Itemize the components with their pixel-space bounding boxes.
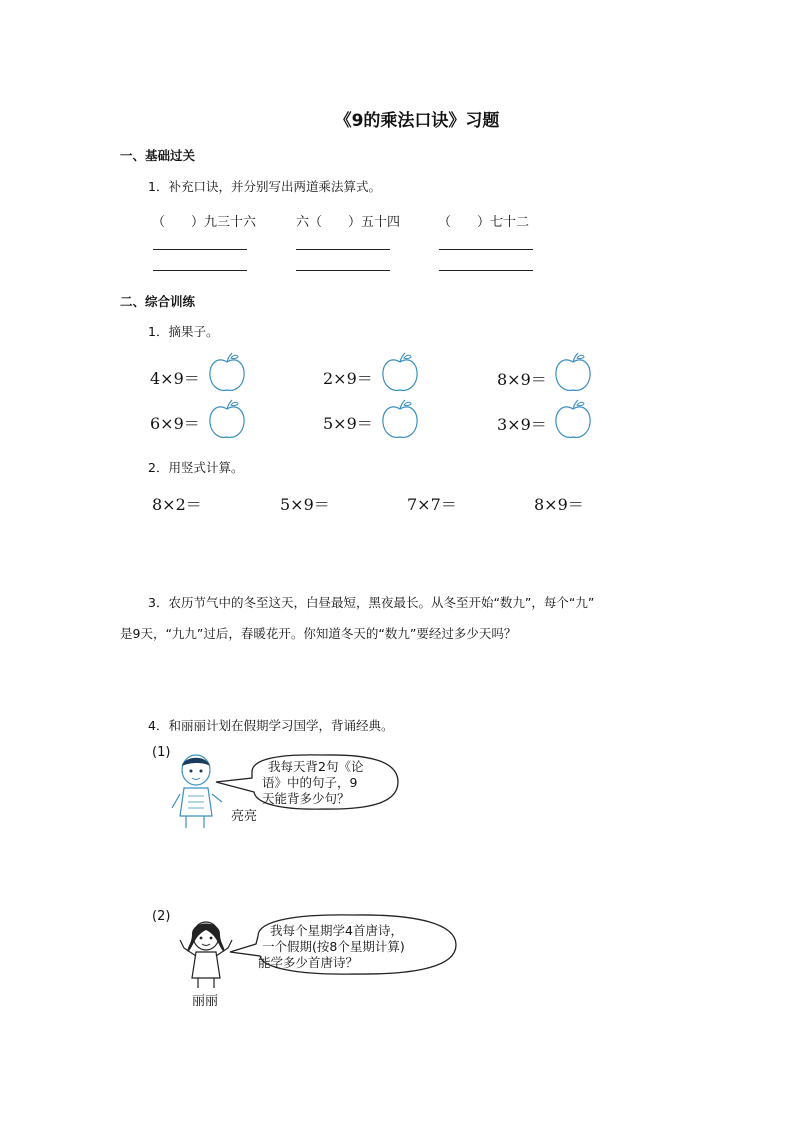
multiplication-expr: 8×9＝ xyxy=(497,370,547,389)
part-label: (1) xyxy=(152,745,171,760)
question-pick-fruit: 1．摘果子。 xyxy=(148,324,219,339)
mnemonic-tail: ）七十二 xyxy=(477,215,530,230)
bubble-line: 我每个星期学4首唐诗， xyxy=(270,923,403,938)
multiplication-expr: 5×9＝ xyxy=(323,414,373,433)
question-1-text: 1．补充口诀，并分别写出两道乘法算式。 xyxy=(148,179,381,194)
answer-line[interactable] xyxy=(153,270,247,271)
page-title: 《9的乘法口诀》习题 xyxy=(334,111,500,131)
character-name: 亮亮 xyxy=(231,809,258,824)
calc-expr: 8×9＝ xyxy=(534,495,584,514)
apple-icon[interactable] xyxy=(380,399,420,441)
question-3-line-1: 3．农历节气中的冬至这天，白昼最短，黑夜最长。从冬至开始“数九”，每个“九” xyxy=(148,595,595,610)
question-4-text: 4．和丽丽计划在假期学习国学，背诵经典。 xyxy=(148,718,394,733)
apple-icon[interactable] xyxy=(207,352,247,394)
answer-line[interactable] xyxy=(439,249,533,250)
bubble-line: 语》中的句子，9 xyxy=(262,775,358,790)
calc-expr: 7×7＝ xyxy=(407,495,457,514)
bubble-line: 能学多少首唐诗？ xyxy=(258,955,359,970)
question-vertical-calc: 2．用竖式计算。 xyxy=(148,460,244,475)
bubble-line: 一个假期(按8个星期计算) xyxy=(262,939,405,954)
answer-line[interactable] xyxy=(296,270,390,271)
bubble-line: 我每天背2句《论 xyxy=(268,759,364,774)
bracket-open: （ xyxy=(152,215,166,230)
mnemonic-tail: ）五十四 xyxy=(348,215,401,230)
answer-line[interactable] xyxy=(153,249,247,250)
apple-icon[interactable] xyxy=(553,352,593,394)
calc-expr: 5×9＝ xyxy=(280,495,330,514)
bracket-open: 六（ xyxy=(296,215,323,230)
multiplication-expr: 3×9＝ xyxy=(497,415,547,434)
calc-expr: 8×2＝ xyxy=(152,495,202,514)
bubble-line: 天能背多少句？ xyxy=(262,791,350,806)
answer-line[interactable] xyxy=(296,249,390,250)
multiplication-expr: 4×9＝ xyxy=(150,369,200,388)
girl-illustration-icon xyxy=(176,918,236,990)
mnemonic-tail: ）九三十六 xyxy=(191,215,257,230)
multiplication-expr: 2×9＝ xyxy=(323,369,373,388)
apple-icon[interactable] xyxy=(553,399,593,441)
apple-icon[interactable] xyxy=(380,352,420,394)
part-label: (2) xyxy=(152,909,171,924)
mnemonic-item-1 xyxy=(152,211,256,230)
section-heading-practice: 二、综合训练 xyxy=(120,294,196,309)
mnemonic-item-2 xyxy=(296,211,400,230)
section-heading-basic: 一、基础过关 xyxy=(120,148,196,163)
question-3-line-2: 是9天，“九九”过后，春暖花开。你知道冬天的“数九”要经过多少天吗？ xyxy=(120,626,517,641)
answer-line[interactable] xyxy=(439,270,533,271)
multiplication-expr: 6×9＝ xyxy=(150,414,200,433)
bracket-open: （ xyxy=(438,215,452,230)
apple-icon[interactable] xyxy=(207,399,247,441)
mnemonic-item-3 xyxy=(438,211,529,230)
character-name: 丽丽 xyxy=(192,994,219,1009)
